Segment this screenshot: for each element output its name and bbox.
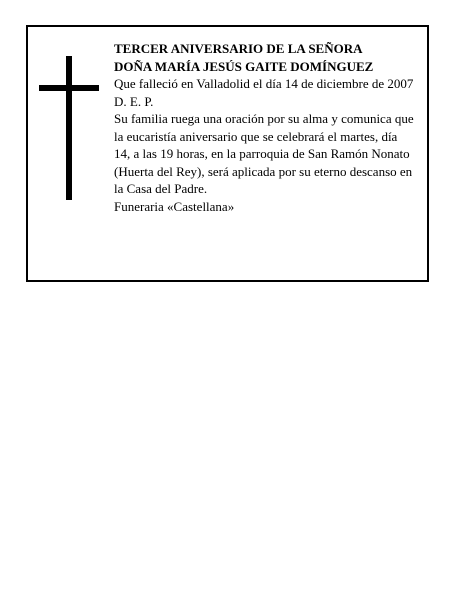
cross-horizontal-bar [39,85,99,91]
notice-heading-line1: TERCER ANIVERSARIO DE LA SEÑORA [114,41,363,56]
notice-heading-line2: DOÑA MARÍA JESÚS GAITE DOMÍNGUEZ [114,58,374,74]
dep-abbreviation: D. E. P. [114,93,154,109]
cross-vertical-bar [66,56,72,200]
funeral-home: Funeraria «Castellana» [114,198,235,214]
obituary-notice [26,25,429,282]
notice-text [114,40,416,215]
notice-body: Su familia ruega una oración por su alma y comunica que la eucaristía aniversario que se celebrará el martes, día 14, a las 19 horas, en la parroquia de San Ramón Nonato (Huerta del Rey), será aplicada por su eterno descanso en la Casa del Padre. [114,111,414,196]
cross-icon [39,56,99,200]
death-info: Que falleció en Valladolid el día 14 de diciembre de 2007 [114,76,414,91]
